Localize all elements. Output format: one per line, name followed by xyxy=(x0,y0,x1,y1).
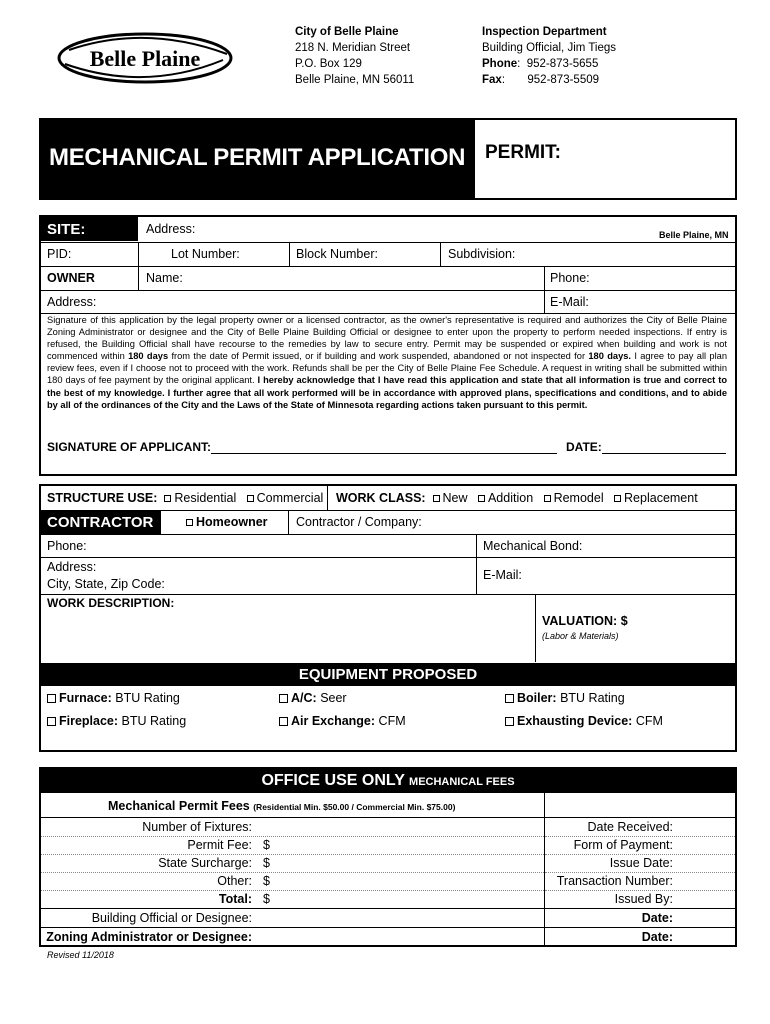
office-header-title: OFFICE USE ONLY xyxy=(261,772,405,789)
furnace-unit: BTU Rating xyxy=(115,691,180,705)
ac-checkbox[interactable] xyxy=(279,694,288,703)
contractor-address-field[interactable]: Address: xyxy=(47,560,97,574)
dept-name: Inspection Department xyxy=(482,26,607,38)
remodel-label: Remodel xyxy=(553,491,604,505)
new-checkbox[interactable] xyxy=(433,495,440,502)
legal-text-part: Signature of this application by the legal property owner or a licensed contractor, as the owner's representative is required and authorizes the City of Belle Plaine Zoning Administrator or designee and the City of Belle Plaine Building Official or designee to enter upon the property to perform needed inspections. If entry is refused, the Building Official shall have recourse to the remedies by law to secure entry. Permit may be suspended or expired when building and work is not commenced within xyxy=(47,315,727,362)
homeowner-checkbox[interactable] xyxy=(186,519,193,526)
ac-label: A/C: xyxy=(291,691,317,705)
commercial-label: Commercial xyxy=(256,491,324,505)
boiler-label: Boiler: xyxy=(517,691,557,705)
fireplace-label: Fireplace: xyxy=(59,714,119,728)
valuation-note: (Labor & Materials) xyxy=(542,631,619,641)
divider xyxy=(41,594,735,595)
remodel-checkbox[interactable] xyxy=(544,495,551,502)
divider xyxy=(544,793,545,945)
city-street: 218 N. Meridian Street xyxy=(295,42,411,54)
legal-text-bold: 180 days xyxy=(128,351,169,362)
owner-name-field[interactable]: Name: xyxy=(146,271,183,285)
date-row xyxy=(566,440,726,454)
transaction-number-label: Transaction Number: xyxy=(556,874,673,888)
page-title: MECHANICAL PERMIT APPLICATION xyxy=(49,144,466,171)
residential-label: Residential xyxy=(174,491,237,505)
dept-phone: 952-873-5655 xyxy=(526,58,599,70)
boiler-unit: BTU Rating xyxy=(560,691,625,705)
divider xyxy=(138,242,139,266)
divider xyxy=(535,594,536,662)
dept-address-block xyxy=(482,24,616,88)
valuation-field[interactable]: VALUATION: $ xyxy=(542,614,628,628)
divider xyxy=(41,908,735,909)
divider xyxy=(327,486,328,510)
site-address-field[interactable]: Address: xyxy=(146,222,196,236)
divider xyxy=(545,836,735,837)
homeowner-option xyxy=(186,515,268,529)
air-exchange-checkbox[interactable] xyxy=(279,717,288,726)
legal-text-bold: 180 days. xyxy=(588,351,631,362)
subdivision-field[interactable]: Subdivision: xyxy=(448,247,516,261)
homeowner-label: Homeowner xyxy=(196,515,268,529)
dept-phone-row: Phone: 952-873-5655 xyxy=(482,58,599,70)
addition-checkbox[interactable] xyxy=(478,495,485,502)
work-class-row xyxy=(336,491,698,505)
work-class-label: WORK CLASS: xyxy=(336,491,426,505)
contractor-email-field[interactable]: E-Mail: xyxy=(483,568,522,582)
logo-swoosh-icon xyxy=(55,30,235,86)
fixtures-label: Number of Fixtures: xyxy=(142,820,252,834)
logo-text: Belle Plaine xyxy=(89,46,201,71)
office-header-sub: MECHANICAL FEES xyxy=(409,776,515,788)
divider xyxy=(440,242,441,266)
divider xyxy=(545,854,735,855)
contractor-label: CONTRACTOR xyxy=(41,511,161,534)
work-description-label[interactable]: WORK DESCRIPTION: xyxy=(47,596,175,610)
legal-acknowledgement: I hereby acknowledge that I have read this application and state that all information is true and correct to the best of my knowledge. I further agree that all work performed will be in accordance with approved plans, specifications and conditions, and to abide by all of the ordinances of the City and the Laws of the State of Minnesota regarding actions taken pursuant to this permit. xyxy=(47,375,727,410)
permit-fee-dollar[interactable]: $ xyxy=(263,838,270,852)
site-label: SITE: xyxy=(41,217,138,241)
issued-by-label: Issued By: xyxy=(614,892,673,906)
replacement-label: Replacement xyxy=(624,491,698,505)
dept-fax: 952-873-5509 xyxy=(527,74,600,86)
city-citystate: Belle Plaine, MN 56011 xyxy=(295,74,415,86)
divider xyxy=(545,890,735,891)
exhaust-option xyxy=(505,714,663,728)
equipment-header: EQUIPMENT PROPOSED xyxy=(41,663,735,686)
structure-use-row xyxy=(47,491,323,505)
permit-number-label: PERMIT: xyxy=(485,142,561,163)
title-background xyxy=(41,120,475,198)
exhaust-label: Exhausting Device: xyxy=(517,714,633,728)
air-exchange-unit: CFM xyxy=(378,714,406,728)
dept-fax-row: Fax: 952-873-5509 xyxy=(482,74,600,86)
commercial-checkbox[interactable] xyxy=(247,495,254,502)
addition-label: Addition xyxy=(487,491,534,505)
city-address-block xyxy=(295,24,414,88)
new-label: New xyxy=(442,491,468,505)
mechanical-bond-field[interactable]: Mechanical Bond: xyxy=(483,539,583,553)
surcharge-dollar[interactable]: $ xyxy=(263,856,270,870)
structure-use-label: STRUCTURE USE: xyxy=(47,491,158,505)
dept-phone-label: Phone xyxy=(482,58,518,70)
legal-authorization-text xyxy=(47,314,727,411)
signature-date-label: DATE: xyxy=(566,440,602,454)
exhaust-unit: CFM xyxy=(635,714,663,728)
exhaust-checkbox[interactable] xyxy=(505,717,514,726)
divider xyxy=(41,927,735,928)
fireplace-unit: BTU Rating xyxy=(121,714,187,728)
zoning-date-label: Date: xyxy=(641,930,673,944)
pid-field[interactable]: PID: xyxy=(47,247,72,261)
furnace-label: Furnace: xyxy=(59,691,112,705)
divider xyxy=(289,242,290,266)
divider xyxy=(138,266,139,290)
total-dollar[interactable]: $ xyxy=(263,892,270,906)
divider xyxy=(41,557,735,558)
divider xyxy=(41,266,735,267)
divider xyxy=(288,510,289,534)
ac-option xyxy=(279,691,347,705)
furnace-checkbox[interactable] xyxy=(47,694,56,703)
air-exchange-option xyxy=(279,714,406,728)
issue-date-label: Issue Date: xyxy=(609,856,673,870)
city-logo xyxy=(55,30,235,86)
divider xyxy=(41,817,735,818)
fees-minimum-note: (Residential Min. $50.00 / Commercial Min. $75.00) xyxy=(253,802,456,812)
divider xyxy=(41,534,735,535)
city-name: City of Belle Plaine xyxy=(295,26,399,38)
signature-label: SIGNATURE OF APPLICANT: xyxy=(47,440,211,454)
signature-row xyxy=(47,440,557,454)
block-number-field[interactable]: Block Number: xyxy=(296,247,378,261)
contractor-phone-field[interactable]: Phone: xyxy=(47,539,87,553)
divider xyxy=(476,534,477,594)
signature-line[interactable] xyxy=(211,441,557,454)
payment-form-label: Form of Payment: xyxy=(573,838,673,852)
date-received-label: Date Received: xyxy=(587,820,673,834)
contractor-company-field[interactable]: Contractor / Company: xyxy=(296,515,422,529)
divider xyxy=(545,872,735,873)
legal-text-part: I agree to pay all plan review fees, even if I choose not to proceed with the work. Refunds shall be per the City of Belle Plaine Fee Schedule. A request in writing shall be submitted within 180 days of fee payment by the original applicant. xyxy=(47,351,727,386)
fees-title: Mechanical Permit Fees xyxy=(108,799,250,813)
divider xyxy=(41,290,735,291)
divider xyxy=(41,836,544,837)
air-exchange-label: Air Exchange: xyxy=(291,714,376,728)
fees-title-row xyxy=(108,799,455,813)
divider xyxy=(41,242,735,243)
legal-text-part: from the date of Permit issued, or if building and work suspended, abandoned or not inspected for xyxy=(168,351,589,362)
site-city-note: Belle Plaine, MN xyxy=(659,230,729,240)
permit-fee-label: Permit Fee: xyxy=(187,838,252,852)
city-pobox: P.O. Box 129 xyxy=(295,58,362,70)
fireplace-option xyxy=(47,714,186,728)
divider xyxy=(41,890,544,891)
dept-fax-label: Fax xyxy=(482,74,502,86)
total-label: Total: xyxy=(218,892,252,906)
surcharge-label: State Surcharge: xyxy=(158,856,252,870)
divider xyxy=(41,872,544,873)
fireplace-checkbox[interactable] xyxy=(47,717,56,726)
furnace-option xyxy=(47,691,180,705)
boiler-checkbox[interactable] xyxy=(505,694,514,703)
boiler-option xyxy=(505,691,625,705)
other-fee-dollar[interactable]: $ xyxy=(263,874,270,888)
replacement-checkbox[interactable] xyxy=(614,495,621,502)
divider xyxy=(41,854,544,855)
dept-official: Building Official, Jim Tiegs xyxy=(482,42,617,54)
owner-phone-field[interactable]: Phone: xyxy=(550,271,590,285)
office-header xyxy=(41,769,735,793)
official-date-label: Date: xyxy=(641,911,673,925)
title-band xyxy=(39,118,737,200)
signature-date-line[interactable] xyxy=(602,441,726,454)
residential-checkbox[interactable] xyxy=(164,495,171,502)
lot-number-field[interactable]: Lot Number: xyxy=(171,247,240,261)
other-fee-label: Other: xyxy=(217,874,252,888)
owner-label: OWNER xyxy=(47,271,95,285)
revision-note: Revised 11/2018 xyxy=(47,950,114,960)
owner-address-field[interactable]: Address: xyxy=(47,295,97,309)
ac-unit: Seer xyxy=(320,691,347,705)
contractor-city-field[interactable]: City, State, Zip Code: xyxy=(47,577,165,591)
owner-email-field[interactable]: E-Mail: xyxy=(550,295,589,309)
building-official-label: Building Official or Designee: xyxy=(91,911,252,925)
zoning-admin-label: Zoning Administrator or Designee: xyxy=(46,930,252,944)
